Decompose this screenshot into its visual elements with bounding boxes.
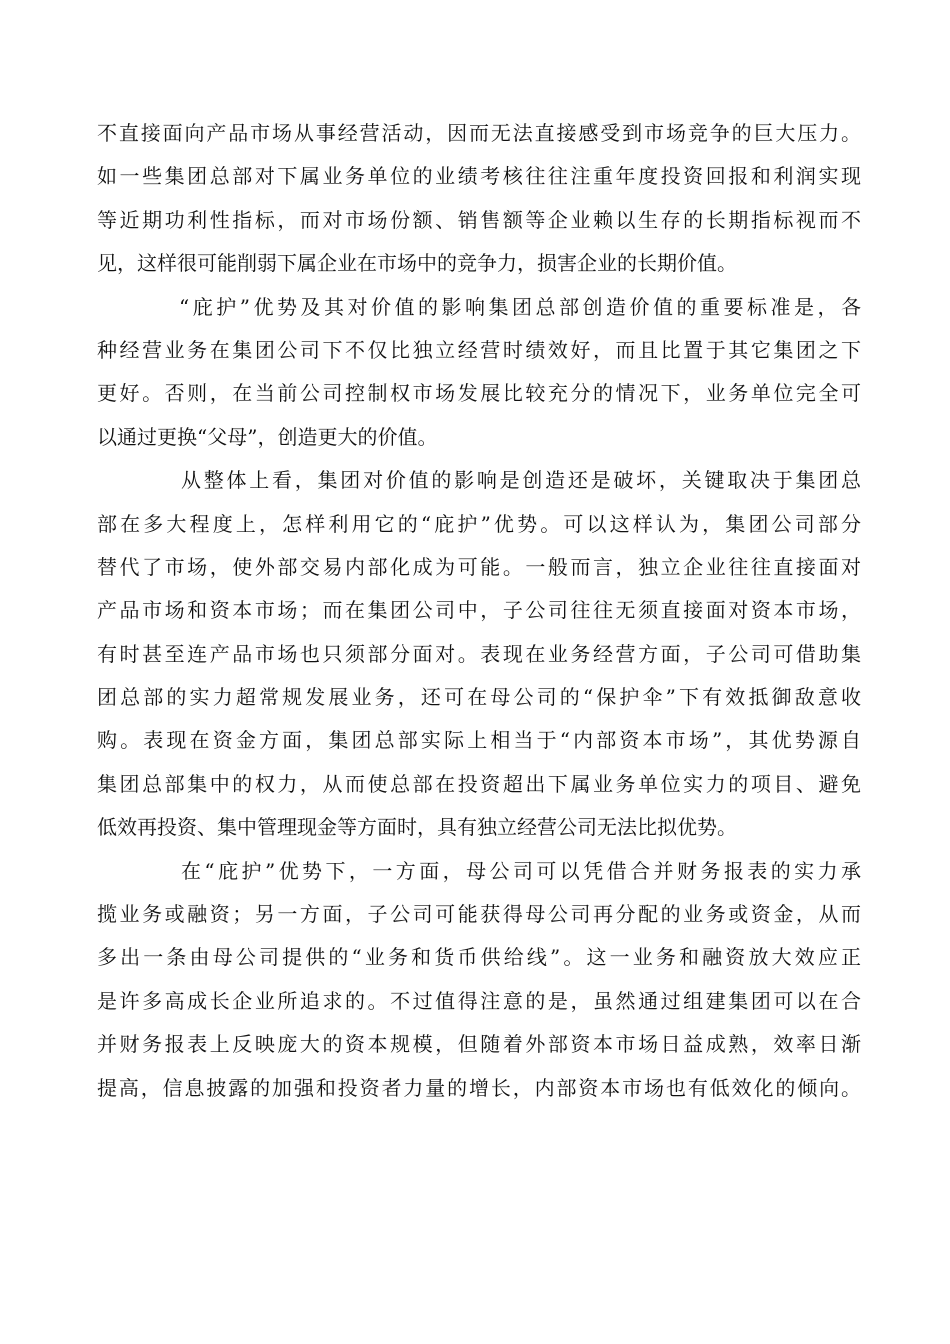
text-line: 见，这样很可能削弱下属企业在市场中的竞争力，损害企业的长期价值。 — [97, 251, 737, 276]
text-line: “庇护”优势及其对价值的影响集团总部创造价值的重要标准是，各 — [179, 294, 861, 319]
text-line: 替代了市场，使外部交易内部化成为可能。一般而言，独立企业往往直接面对 — [97, 554, 861, 579]
paragraph-4 — [97, 850, 861, 1110]
text-line: 从整体上看，集团对价值的影响是创造还是破坏，关键取决于集团总 — [181, 468, 861, 493]
text-line: 集团总部集中的权力，从而使总部在投资超出下属业务单位实力的项目、避免 — [97, 771, 861, 796]
text-line: 不直接面向产品市场从事经营活动，因而无法直接感受到市场竞争的巨大压力。 — [97, 121, 861, 145]
text-line: 提高，信息披露的加强和投资者力量的增长，内部资本市场也有低效化的倾向。 — [97, 1075, 861, 1100]
text-line: 种经营业务在集团公司下不仅比独立经营时绩效好，而且比置于其它集团之下 — [97, 337, 861, 362]
text-line: 如一些集团总部对下属业务单位的业绩考核往往注重年度投资回报和利润实现 — [97, 164, 861, 189]
text-line: 产品市场和资本市场；而在集团公司中，子公司往往无须直接面对资本市场， — [97, 598, 861, 623]
text-line: 低效再投资、集中管理现金等方面时，具有独立经营公司无法比拟优势。 — [97, 815, 737, 840]
paragraph-3 — [97, 459, 861, 850]
text-line: 购。表现在资金方面，集团总部实际上相当于“内部资本市场”，其优势源自 — [97, 728, 861, 753]
text-line: 更好。否则，在当前公司控制权市场发展比较充分的情况下，业务单位完全可 — [97, 381, 861, 406]
text-line: 并财务报表上反映庞大的资本规模，但随着外部资本市场日益成熟，效率日渐 — [97, 1032, 861, 1057]
text-line: 在“庇护”优势下，一方面，母公司可以凭借合并财务报表的实力承 — [181, 858, 861, 883]
text-line: 以通过更换“父母”，创造更大的价值。 — [97, 424, 438, 449]
document-page — [97, 112, 861, 1110]
paragraph-1 — [97, 112, 861, 286]
text-line: 是许多高成长企业所追求的。不过值得注意的是，虽然通过组建集团可以在合 — [97, 988, 861, 1013]
text-line: 揽业务或融资；另一方面，子公司可能获得母公司再分配的业务或资金，从而 — [97, 902, 861, 927]
paragraph-2 — [97, 286, 861, 460]
text-line: 有时甚至连产品市场也只须部分面对。表现在业务经营方面，子公司可借助集 — [97, 641, 861, 666]
text-line: 多出一条由母公司提供的“业务和货币供给线”。这一业务和融资放大效应正 — [97, 945, 861, 970]
text-line: 等近期功利性指标，而对市场份额、销售额等企业赖以生存的长期指标视而不 — [97, 207, 861, 232]
text-line: 部在多大程度上，怎样利用它的“庇护”优势。可以这样认为，集团公司部分 — [97, 511, 861, 536]
text-line: 团总部的实力超常规发展业务，还可在母公司的“保护伞”下有效抵御敌意收 — [97, 685, 861, 710]
